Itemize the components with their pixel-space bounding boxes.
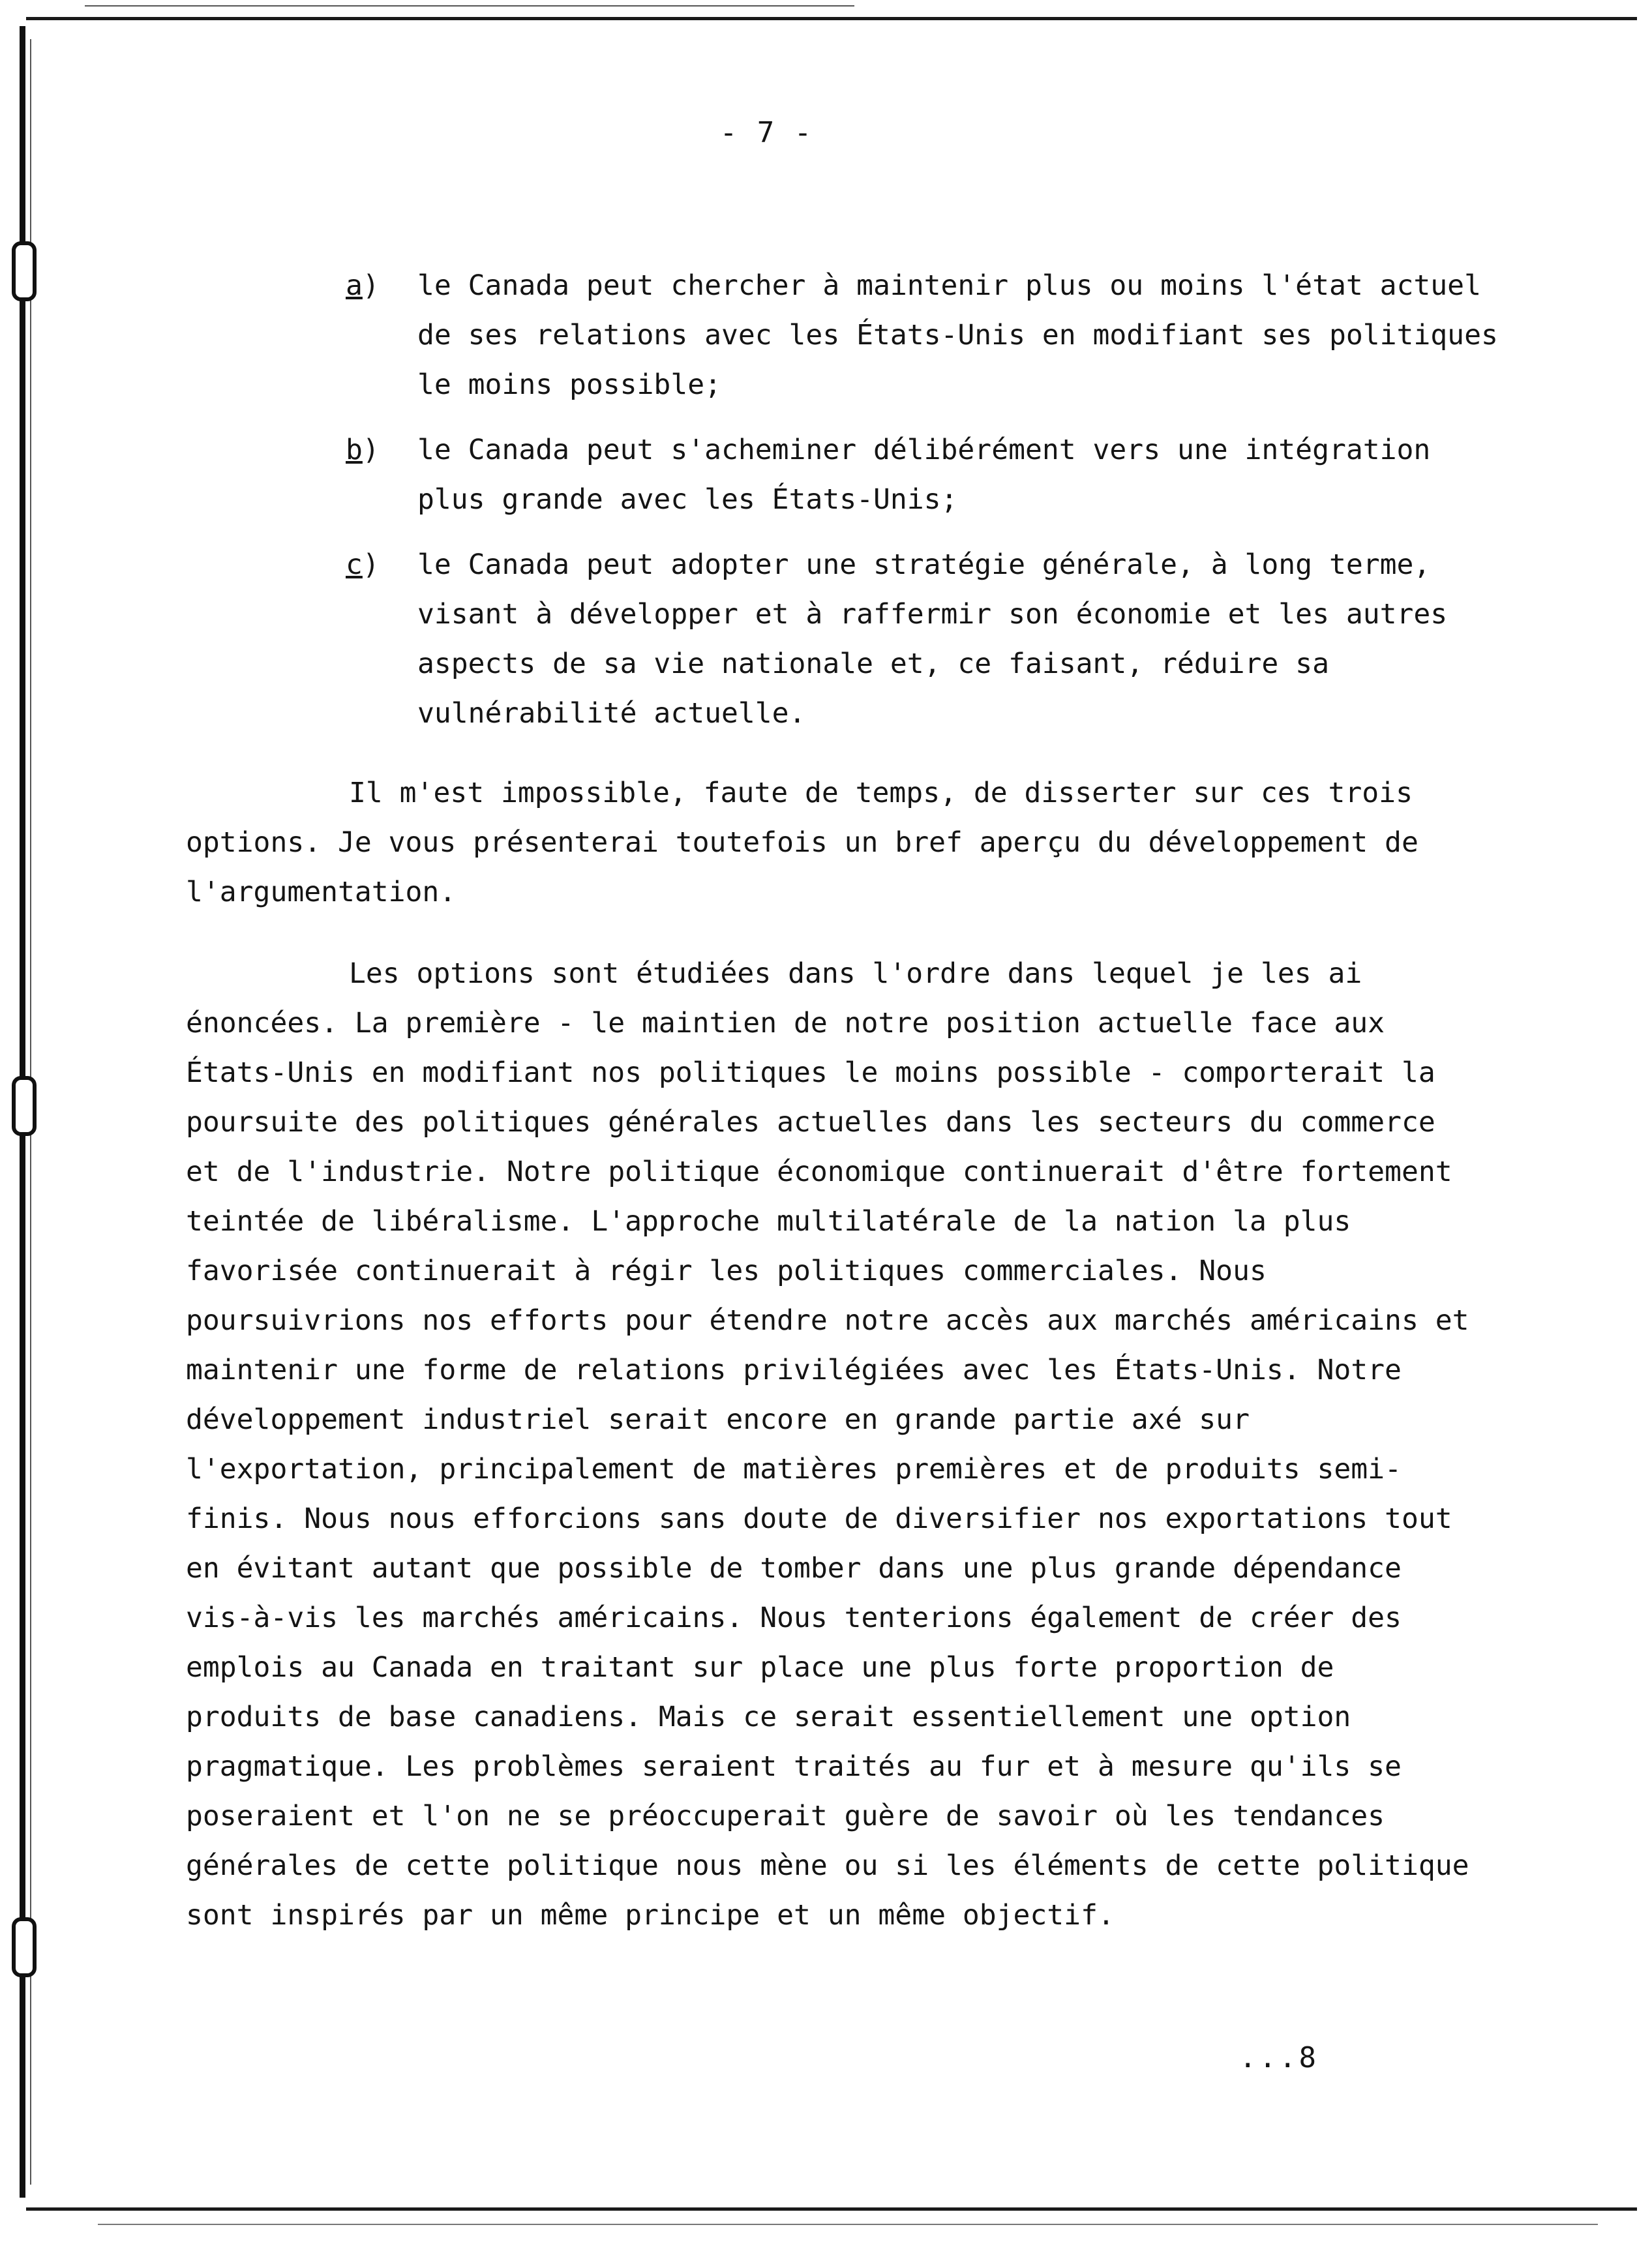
body-paragraph: Les options sont étudiées dans l'ordre dans lequel je les ai énoncées. La première - le maintien de notre position actuelle face aux États-Unis en modifiant nos politiques le moins possible - comporterait la poursuite des politiques générales actuelles dans les secteurs du commerce et de l'industrie. Notre politique économique continuerait d'être fortement teintée de libéralisme. L'approche multilatérale de la nation la plus favorisée continuerait à régir les politiques commerciales. Nous poursuivrions nos efforts pour étendre notre accès aux marchés américains et maintenir une forme de relations privilégiées avec les États-Unis. Notre développement industriel serait encore en grande partie axé sur l'exportation, principalement de matières premières et de produits semi-finis. Nous nous efforcions sans doute de diversifier nos exportations tout en évitant autant que possible de tomber dans une plus grande dépendance vis-à-vis les marchés américains. Nous tenterions également de créer des emplois au Canada en traitant sur place une plus forte proportion de produits de base canadiens. Mais ce serait essentiellement une option pragmatique. Les problèmes seraient traités au fur et à mesure qu'ils se poseraient et l'on ne se préoccuperait guère de savoir où les tendances générales de cette politique nous mène ou si les éléments de cette politique sont inspirés par un même principe et un même objectif. [186, 957, 1469, 1932]
list-marker: a) [346, 269, 380, 302]
binder-ring [12, 241, 37, 301]
page-continuation-marker: ...8 [1239, 2041, 1319, 2074]
binder-ring [12, 1076, 37, 1136]
list-marker-letter: c [346, 548, 363, 581]
list-marker-letter: b [346, 434, 363, 466]
list-marker: b) [346, 434, 380, 466]
body-paragraph: Il m'est impossible, faute de temps, de disserter sur ces trois options. Je vous présenterai toutefois un bref aperçu du développement de l'argumentation. [186, 777, 1419, 908]
binder-ring [12, 1917, 37, 1977]
scan-border-line [98, 2224, 1598, 2225]
list-marker-letter: a [346, 269, 363, 302]
list-item [346, 540, 1500, 738]
list-item [346, 261, 1500, 410]
page-border-bottom [26, 2207, 1637, 2211]
list-item-text: le Canada peut chercher à maintenir plus ou moins l'état actuel de ses relations avec les États-Unis en modifiant ses politiques le moins possible; [417, 269, 1498, 401]
list-item [346, 425, 1500, 524]
list-item-text: le Canada peut s'acheminer délibérément vers une intégration plus grande avec les États-Unis; [417, 434, 1431, 516]
page-number: - 7 - [719, 116, 813, 149]
list-item-text: le Canada peut adopter une stratégie générale, à long terme, visant à développer et à raffermir son économie et les autres aspects de sa vie nationale et, ce faisant, réduire sa vulnérabilité actuelle. [417, 548, 1448, 730]
list-marker: c) [346, 548, 380, 581]
scan-border-line [85, 5, 854, 7]
page-border-top [26, 17, 1637, 20]
options-list [346, 261, 1500, 754]
